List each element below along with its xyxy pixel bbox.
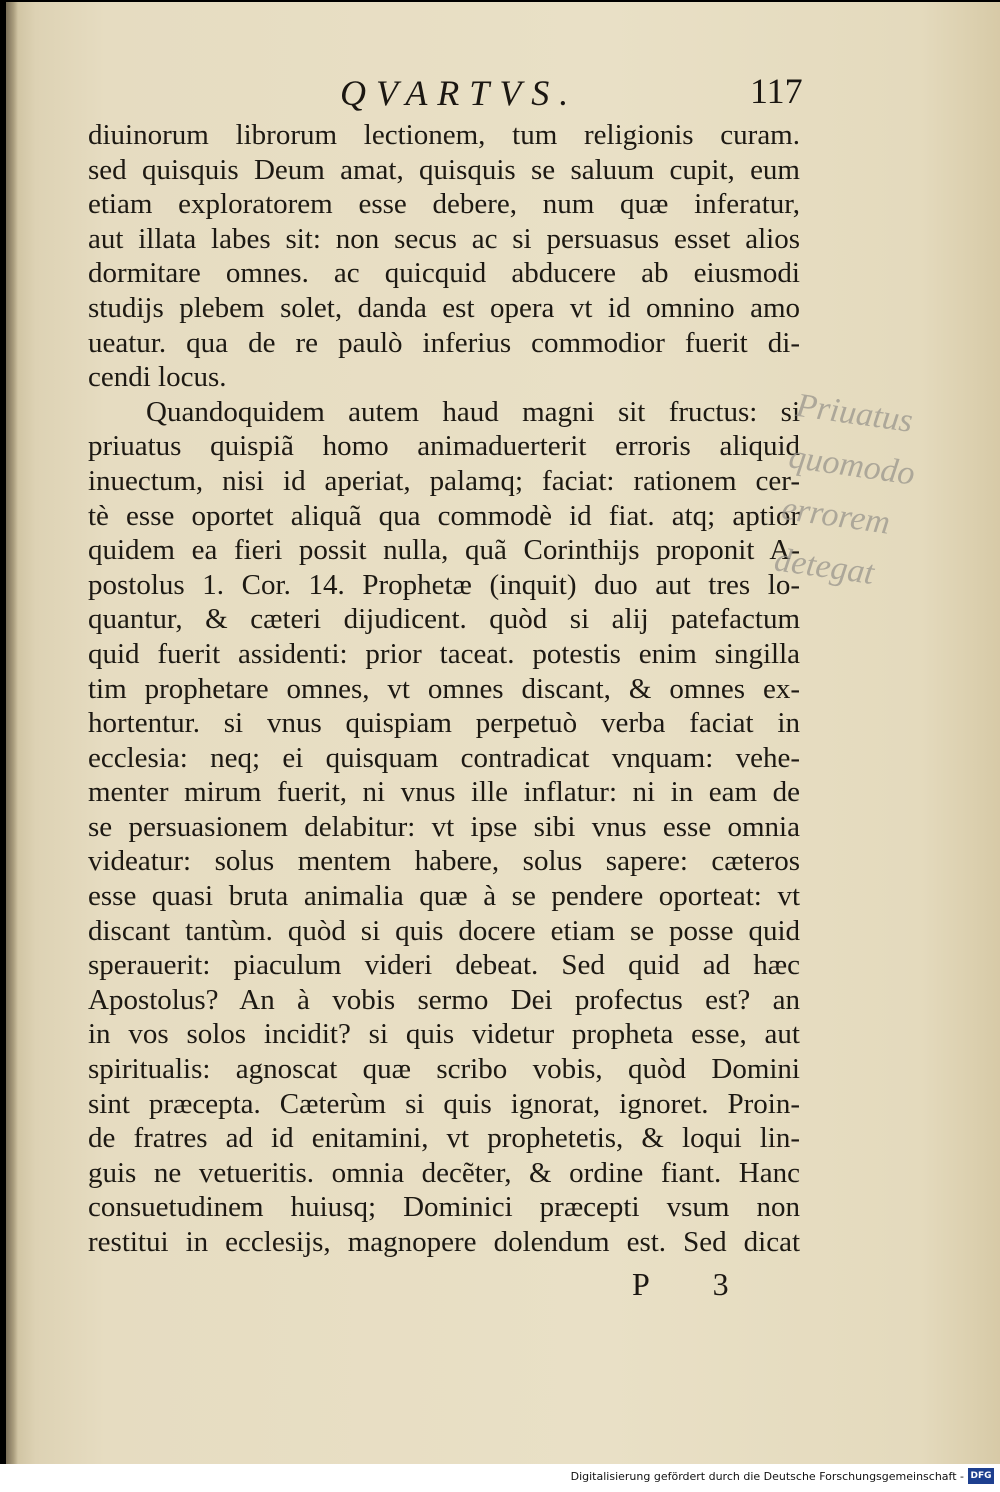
text-line: restitui in ecclesijs, magnopere dolendum est. Sed dicat [88, 1226, 800, 1258]
text-line: postolus 1. Cor. 14. Prophetæ (inquit) duo aut tres lo- [88, 568, 800, 601]
text-line: sed quisquis Deum amat, quisquis se saluum cupit, eum [88, 153, 800, 186]
signature-mark: P 3 [632, 1266, 757, 1302]
text-line: menter mirum fuerit, ni vnus ille inflatur: ni in eam de [88, 776, 800, 809]
text-line: aut illata labes sit: non secus ac si persuasus esset alios [88, 222, 800, 255]
text-line: guis ne vetueritis. omnia decẽter, & ordine fiant. Hanc [88, 1156, 800, 1189]
marginal-note-line: quomodo [786, 438, 918, 493]
text-line: consuetudinem huiusq; Dominici præcepti vsum non [88, 1191, 800, 1224]
text-line: de fratres ad id enitamini, vt prophetetis, & loqui lin- [88, 1122, 800, 1155]
text-line: studijs plebem solet, danda est opera vt id omnino amo [88, 291, 800, 324]
text-line: sint præcepta. Cæterùm si quis ignorat, ignoret. Proin- [88, 1087, 800, 1120]
text-line: inuectum, nisi id aperiat, palamq; faciat: rationem cer- [88, 464, 800, 497]
marginal-note-line: Priuatus [793, 386, 916, 440]
text-line: diuinorum librorum lectionem, tum religionis curam. [88, 119, 800, 151]
text-line: quidem ea fieri possit nulla, quã Corinthijs proponit A- [88, 534, 800, 567]
text-line: se persuasionem delabitur: vt ipse sibi vnus esse omnia [88, 810, 800, 843]
text-line: cendi locus. [88, 361, 227, 394]
text-line: esse quasi bruta animalia quæ à se pendere oporteat: vt [88, 880, 800, 913]
dfg-logo: DFG [968, 1468, 994, 1484]
text-line: in vos solos incidit? si quis videtur propheta esse, aut [88, 1018, 800, 1051]
funding-credit: Digitalisierung gefördert durch die Deutsche Forschungsgemeinschaft - [570, 1470, 964, 1483]
text-line: spiritualis: agnoscat quæ scribo vobis, quòd Domini [88, 1053, 800, 1086]
text-line: sperauerit: piaculum videri debeat. Sed quid ad hæc [88, 949, 800, 982]
text-line: ecclesia: neq; ei quisquam contradicat vnquam: vehe- [88, 741, 800, 774]
text-line: discant tantùm. quòd si quis docere etiam se posse quid [88, 914, 800, 947]
page-gutter-shadow [6, 2, 18, 1464]
handwritten-marginal-note [771, 380, 968, 610]
text-line: dormitare omnes. ac quicquid abducere ab eiusmodi [88, 257, 800, 290]
body-text [88, 118, 800, 1260]
marginal-note-line: detegat [772, 541, 877, 592]
running-title: QVARTVS. [340, 73, 579, 113]
text-line: priuatus quispiã homo animaduerterit erroris aliquid [88, 430, 800, 463]
text-line: Apostolus? An à vobis sermo Dei profectus est? an [88, 983, 800, 1016]
page-number: 117 [750, 71, 803, 111]
text-line: Quandoquidem autem haud magni sit fructus: si [146, 395, 800, 428]
text-line: ueatur. qua de re paulò inferius commodior fuerit di- [88, 326, 800, 359]
text-line: quantur, & cæteri dijudicent. quòd si alij patefactum [88, 603, 800, 636]
text-line: tim prophetare omnes, vt omnes discant, & omnes ex- [88, 672, 800, 705]
text-line: videatur: solus mentem habere, solus sapere: cæteros [88, 845, 800, 878]
text-line: tè esse oportet aliquã qua commodè id fiat. atq; aptior [88, 499, 800, 532]
text-line: quid fuerit assidenti: prior taceat. potestis enim singilla [88, 637, 800, 670]
text-line: hortentur. si vnus quispiam perpetuò verba faciat in [88, 707, 800, 740]
text-line: etiam exploratorem esse debere, num quæ inferatur, [88, 188, 800, 221]
marginal-note-line: errorem [779, 489, 893, 542]
